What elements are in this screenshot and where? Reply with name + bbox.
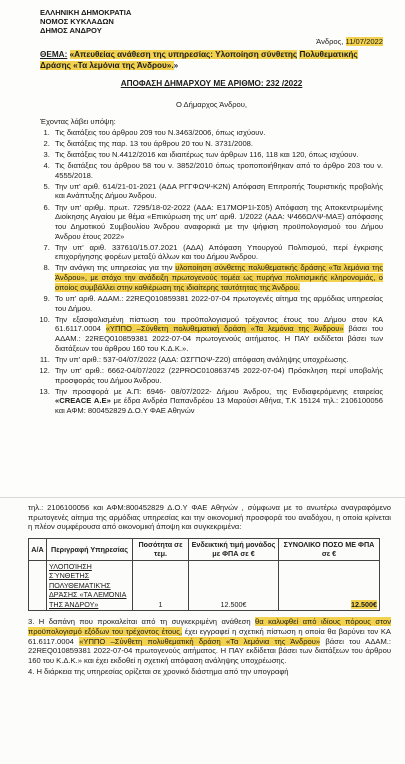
subject-text-b: Πολυθεματικής Δράσης «Τα λεμόνια της Άνδρου». <box>40 50 358 70</box>
row-quantity: 1 <box>133 560 189 611</box>
mayor-line: Ο Δήμαρχος Άνδρου, <box>175 99 248 109</box>
table-header-unit-price: Ενδεικτική τιμή μονάδος με ΦΠΑ σε € <box>189 539 279 560</box>
consideration-item: 6. Την υπ' αριθμ. πρωτ. 7295/18-02-2022 (ΑΔΑ: Ε17ΜΟΡ1Ι-Σ05) Απόφαση της Αποκεντρωμένης Διοίκησης Αιγαίου με θέμα «Επικύρωση της υπ' αριθ. 1/2022 (ΑΔΑ: Ψ466ΩΛΨ-ΜΑΞ) απόφασης του Δημοτικού Συμβουλίου Άνδρου αναφορικά με την ψήφιση προϋπολογισμού του Δήμου Άνδρου έτους 2022» <box>52 203 383 242</box>
cost-table <box>28 538 380 611</box>
table-header-description: Περιγραφή Υπηρεσίας <box>47 539 133 560</box>
consideration-10-b: βάσει του ΑΔΑΜ.: 22REQ010859381 2022-07-04 πρωτογενούς αιτήματος. Η ΠΑΥ εκδίδεται βάσει των διατάξεων του άρθρου 160 του Κ.Δ.Κ.». <box>55 324 383 353</box>
letterhead-line-1: ΕΛΛΗΝΙΚΗ ΔΗΜΟΚΡΑΤΙΑ <box>40 8 132 17</box>
row-total-cell <box>279 560 380 611</box>
subject-text-a: «Απευθείας ανάθεση της υπηρεσίας: Υλοποίηση σύνθετης <box>69 50 298 60</box>
consideration-8-a: Την ανάγκη της υπηρεσίας για την <box>55 263 176 273</box>
row-unit-price: 12.500€ <box>189 560 279 611</box>
paragraph-4: 4. Η διάρκεια της υπηρεσίας ορίζεται σε χρονικό διάστημα από την υπογραφή <box>28 666 289 676</box>
consideration-item: 7. Την υπ' αριθ. 337610/15.07.2021 (ΑΔΑ) Απόφαση Υπουργού Πολιτισμού, περί έγκρισης επιχορήγησης φορέων μεταξύ άλλων και του Δήμου Άνδρου. <box>52 243 383 262</box>
decision-title-text: ΑΠΟΦΑΣΗ ΔΗΜΑΡΧΟΥ ΜΕ ΑΡΙΘΜΟ: 232 /2022 <box>120 79 303 89</box>
consideration-item <box>52 387 383 416</box>
date-place: Άνδρος, <box>316 37 344 47</box>
consideration-13-a: Την προσφορά με Α.Π: 6946- 08/07/2022- Δήμου Άνδρου, της Ενδιαφερόμενης εταιρείας <box>55 386 383 396</box>
consideration-8-highlight: υλοποίηση σύνθετης πολυθεματικής δράσης «Τα λεμόνια της Άνδρου», με στόχο την ανάδειξη πρωτογενούς τομέα ως πυρήνα πολιτισμικής κληρονομιάς, ο οποίος συμβάλλει στην καθιέρωση της ιδιαίτερης ταυτότητας της Άνδρου. <box>55 263 383 292</box>
consideration-item: 5. Την υπ' αριθ. 614/21-01-2021 (ΑΔΑ ΡΓΓΦΩΨ-Κ2Ν) Απόφαση Επιτροπής Τουριστικής προβολής και Ανάπτυξης Δήμου Άνδρου. <box>52 182 383 201</box>
subject-label: ΘΕΜΑ: <box>40 50 68 60</box>
consideration-item <box>52 315 383 354</box>
table-header-aa: Α/Α <box>29 539 47 560</box>
subject <box>40 50 383 71</box>
date-value: 11/07/2022 <box>345 37 383 47</box>
subject-text-c: » <box>173 60 179 70</box>
consideration-item: 4. Τις διατάξεις του άρθρου 58 του ν. 3852/2010 όπως τροποποιήθηκαν από το άρθρο 203 του ν. 4555/2018. <box>52 161 383 180</box>
letterhead <box>40 8 383 35</box>
considerations-list <box>40 128 383 416</box>
consideration-13-company: «CREACE Α.Ε» <box>55 396 111 406</box>
letterhead-line-2: ΝΟΜΟΣ ΚΥΚΛΑΔΩΝ <box>40 17 114 27</box>
intro-line: Έχοντας λάβει υπόψη: <box>40 117 116 127</box>
consideration-item: 1. Τις διατάξεις του άρθρου 209 του Ν.3463/2006, όπως ισχύουν. <box>52 128 383 138</box>
consideration-item: 3. Τις διατάξεις του Ν.4412/2016 και ιδιαιτέρως των άρθρων 116, 118 και 120, όπως ισχύουν. <box>52 150 383 160</box>
letterhead-line-3: ΔΗΜΟΣ ΑΝΔΡΟΥ <box>40 26 102 36</box>
p3-a: 3. Η δαπάνη που προκαλείται από τη συγκεκριμένη ανάθεση <box>28 617 256 627</box>
consideration-item: 11. Την υπ' αριθ.: 537-04/07/2022 (ΑΔΑ: ΩΣΓΠΩΨ-Ζ20) απόφαση ανάληψης υποχρέωσης. <box>52 355 383 365</box>
document-page-2 <box>0 497 405 764</box>
continuation-paragraph: τηλ.: 2106100056 και ΑΦΜ:800452829 Δ.Ο.Υ ΦΑΕ Αθηνών , σύμφωνα με το ανωτέρω αναγραφόμενο πρωτογενές αίτημα της αρμόδιας υπηρεσίας και την οικονομική προσφορά του αναδόχου, η οποία κρίνεται η πλέον συμφέρουσα από οικονομική άποψη και συγκεκριμένα: <box>28 503 391 532</box>
consideration-10-highlight: «ΥΠΠΟ –Σύνθετη πολυθεματική δράση «Τα λεμόνια της Άνδρου» <box>105 324 344 334</box>
row-total: 12.500€ <box>351 599 377 609</box>
row-description: ΥΛΟΠΟΊΗΣΗ ΣΎΝΘΕΤΗΣ ΠΟΛΥΘΕΜΑΤΙΚΉΣ ΔΡΆΣΗΣ «ΤΑ ΛΕΜΌΝΙΑ ΤΗΣ ΆΝΔΡΟΥ» <box>47 560 133 611</box>
row-aa <box>29 560 47 611</box>
consideration-item: 2. Τις διατάξεις της παρ. 13 του άρθρου 20 του Ν. 3731/2008. <box>52 139 383 149</box>
consideration-item: 12. Την υπ' αριθ.: 6662-04/07/2022 (22PROC010863745 2022-07-04) Πρόσκληση περί υποβολής προσφοράς του Δήμου Άνδρου. <box>52 366 383 385</box>
table-row <box>29 560 380 611</box>
p3-highlight-2: «ΥΠΠΟ –Σύνθετη πολυθεματική δράση «Τα λεμόνια της Άνδρου» <box>79 636 321 646</box>
paragraph-3 <box>28 617 391 666</box>
decision-title <box>40 79 383 90</box>
p3-highlight-1: θα καλυφθεί από ιδίους πόρους στον προϋπολογισμό εξόδων του τρέχοντος έτους, <box>28 617 391 636</box>
consideration-item <box>52 263 383 292</box>
table-header-quantity: Ποσότητα σε τεμ. <box>133 539 189 560</box>
table-header-row <box>29 539 380 560</box>
consideration-item: 9. Το υπ' αριθ. ΑΔΑΜ.: 22REQ010859381 2022-07-04 πρωτογενές αίτημα της αρμόδιας υπηρεσίας του Δήμου. <box>52 294 383 313</box>
consideration-10-a: Την εξασφαλισμένη πίστωση του προϋπολογισμού τρέχοντος έτους του Δήμου στον ΚΑ 61.6117.0004 <box>55 314 383 334</box>
consideration-13-b: με έδρα Ανδρέα Παπανδρέου 13 Μαρούσι Αθήνα, Τ.Κ 15124 τηλ.: 2106100056 και ΑΦΜ: 800452829 Δ.Ο.Υ ΦΑΕ Αθηνών <box>55 396 383 415</box>
table-header-total: ΣΥΝΟΛΙΚΟ ΠΟΣΟ ΜΕ ΦΠΑ σε € <box>279 539 380 560</box>
p3-c: βάσει του ΑΔΑΜ.: 22REQ010859381 2022-07-04 πρωτογενούς αιτήματος. Η ΠΑΥ εκδίδεται βάσει των διατάξεων του άρθρου 160 του Κ.Δ.Κ.» και έχει εκδοθεί η σχετική απόφαση ανάληψης υποχρέωσης. <box>28 636 392 665</box>
document-date <box>40 37 383 47</box>
p3-b: έχει εγγραφεί η σχετική πίστωση η οποία θα βαρύνει τον ΚΑ 61.6117.0004 <box>28 626 391 646</box>
